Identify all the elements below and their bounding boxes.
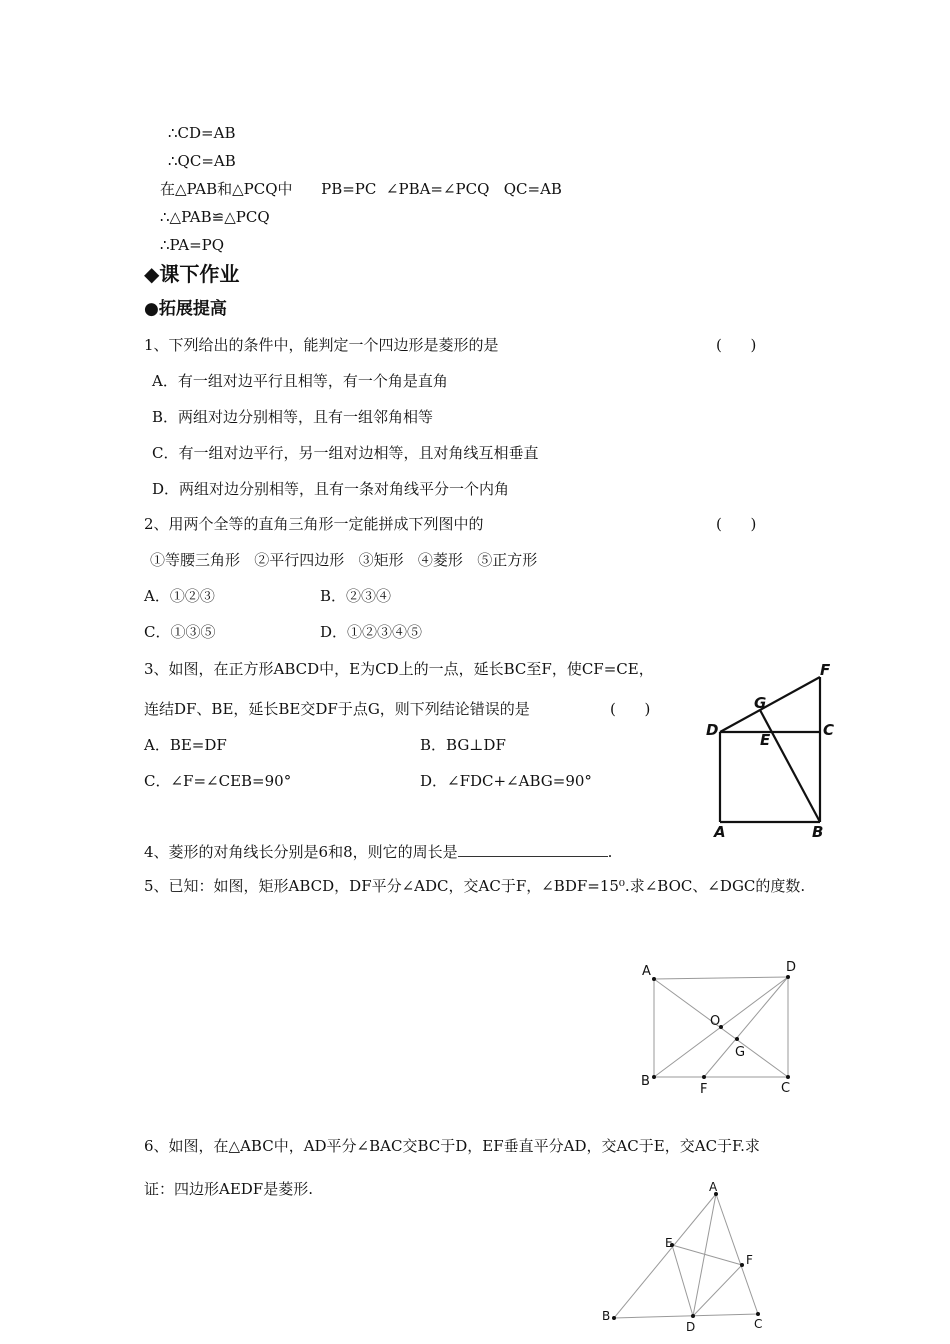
section-title: ◆课下作业 [144, 262, 240, 286]
q2-option-a: A．①②③ [144, 587, 215, 605]
label-a: A [642, 964, 651, 979]
point-f [702, 1075, 706, 1079]
q2-option-b: B．②③④ [320, 587, 392, 605]
segment-bg [760, 710, 820, 822]
q1-option-c: C．有一组对边平行，另一组对边相等，且对角线互相垂直 [152, 444, 539, 462]
q1-option-b: B．两组对边分别相等，且有一组邻角相等 [152, 408, 434, 426]
point-d [786, 975, 790, 979]
point-g [735, 1037, 739, 1041]
point-b [652, 1075, 656, 1079]
q1-stem: 1、下列给出的条件中，能判定一个四边形是菱形的是 [144, 336, 499, 354]
q4-answer-blank[interactable] [458, 841, 608, 857]
point-d [691, 1314, 695, 1318]
label-g: G [735, 1045, 746, 1060]
q4-stem-text: 4、菱形的对角线长分别是6和8，则它的周长是 [144, 843, 458, 861]
q4-stem [144, 841, 612, 862]
label-o: O [710, 1014, 721, 1029]
point-c [786, 1075, 790, 1079]
label-d: D [786, 960, 797, 975]
q2-items: ①等腰三角形 ②平行四边形 ③矩形 ④菱形 ⑤正方形 [150, 551, 538, 569]
side-bc [614, 1314, 758, 1318]
q2-option-d: D．①②③④⑤ [320, 623, 423, 641]
segment-ed [672, 1245, 693, 1316]
label-b: B [602, 1309, 611, 1323]
q3-stem-line-2: 连结DF、BE，延长BE交DF于点G，则下列结论错误的是 [144, 700, 530, 718]
label-c: C [781, 1081, 791, 1096]
q3-option-b: B．BG⊥DF [420, 736, 506, 754]
q2-stem: 2、用两个全等的直角三角形一定能拼成下列图中的 [144, 515, 484, 533]
proof-line-5: ∴PA=PQ [160, 236, 225, 254]
q6-stem-line-2: 证：四边形AEDF是菱形. [144, 1180, 313, 1198]
label-f: F [820, 661, 831, 679]
point-a [652, 977, 656, 981]
q5-stem: 5、已知：如图，矩形ABCD，DF平分∠ADC，交AC于F，∠BDF=15⁰.求∠BOC、∠DGC的度数. [144, 877, 806, 895]
q5-rectangle-figure [635, 955, 810, 1100]
segment-df [720, 677, 820, 732]
q1-answer-paren: ( ) [716, 336, 757, 354]
q3-answer-paren: ( ) [610, 700, 651, 718]
q2-option-c: C．①③⑤ [144, 623, 216, 641]
label-g: G [754, 694, 767, 712]
label-f: F [746, 1253, 753, 1267]
label-c: C [823, 721, 835, 739]
proof-line-4: ∴△PAB≌△PCQ [160, 208, 270, 226]
point-b [612, 1316, 616, 1320]
q6-stem-line-1: 6、如图，在△ABC中，AD平分∠BAC交BC于D，EF垂直平分AD，交AC于E，交AC于F.求 [144, 1137, 760, 1155]
q6-triangle-figure [596, 1178, 776, 1344]
label-d: D [686, 1320, 696, 1334]
label-e: E [665, 1236, 673, 1250]
proof-line-2: ∴QC=AB [168, 152, 236, 170]
proof-line-1: ∴CD=AB [168, 124, 236, 142]
segment-df [693, 1265, 742, 1316]
q1-option-a: A．有一组对边平行且相等，有一个角是直角 [152, 372, 448, 390]
rect-ad [654, 977, 788, 979]
label-b: B [641, 1074, 650, 1089]
label-f: F [700, 1082, 708, 1097]
proof-line-3: 在△PAB和△PCQ中 PB=PC ∠PBA=∠PCQ QC=AB [160, 180, 562, 198]
label-a: A [714, 823, 726, 841]
section-subtitle: ●拓展提高 [144, 299, 227, 319]
label-b: B [812, 823, 824, 841]
q3-option-d: D．∠FDC+∠ABG=90° [420, 772, 592, 790]
segment-ef [672, 1245, 742, 1265]
label-a: A [709, 1180, 718, 1194]
q3-stem-line-1: 3、如图，在正方形ABCD中，E为CD上的一点，延长BC至F，使CF=CE， [144, 660, 654, 678]
label-e: E [760, 731, 771, 749]
q3-square-figure [700, 655, 850, 845]
q1-option-d: D．两组对边分别相等，且有一条对角线平分一个内角 [152, 480, 510, 498]
bisector-ad [693, 1194, 716, 1316]
q4-stem-end: . [607, 843, 613, 861]
side-ab [614, 1194, 716, 1318]
q3-option-a: A．BE=DF [144, 736, 227, 754]
label-d: D [706, 721, 719, 739]
point-c [756, 1312, 760, 1316]
q2-answer-paren: ( ) [716, 515, 757, 533]
q3-option-c: C．∠F=∠CEB=90° [144, 772, 292, 790]
point-f [740, 1263, 744, 1267]
label-c: C [754, 1317, 763, 1331]
